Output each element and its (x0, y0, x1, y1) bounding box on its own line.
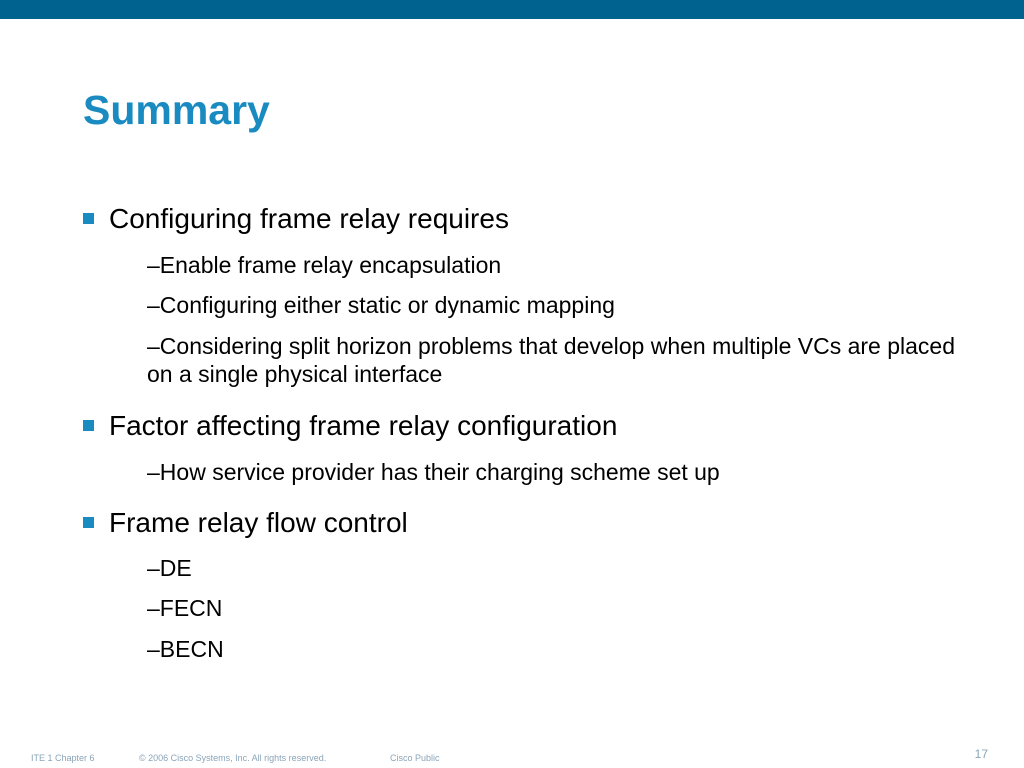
top-bar (0, 0, 1024, 19)
square-bullet-icon (83, 213, 94, 224)
bullet-text: Configuring frame relay requires (109, 203, 509, 234)
sub-bullet-item: –DE (147, 555, 192, 581)
square-bullet-icon (83, 517, 94, 528)
square-bullet-icon (83, 420, 94, 431)
bullet-text: Frame relay flow control (109, 507, 408, 538)
bullet-item (83, 411, 617, 441)
sub-bullet-item: –BECN (147, 636, 224, 662)
footer-chapter: ITE 1 Chapter 6 (31, 753, 95, 763)
footer-classification: Cisco Public (390, 753, 440, 763)
page-number: 17 (974, 747, 988, 761)
sub-bullet-item: –Enable frame relay encapsulation (147, 252, 502, 278)
sub-bullet-item: –How service provider has their charging scheme set up (147, 459, 720, 485)
bullet-text: Factor affecting frame relay configuration (109, 410, 618, 441)
sub-bullet-item: –Configuring either static or dynamic mapping (147, 292, 615, 318)
footer-copyright: © 2006 Cisco Systems, Inc. All rights reserved. (139, 753, 327, 763)
bullet-item (83, 508, 408, 538)
slide-title: Summary (83, 87, 270, 133)
sub-bullet-item: –Considering split horizon problems that develop when multiple VCs are placed on a single physical interface (147, 333, 955, 387)
bullet-item (83, 204, 509, 234)
sub-bullet-item: –FECN (147, 595, 223, 621)
